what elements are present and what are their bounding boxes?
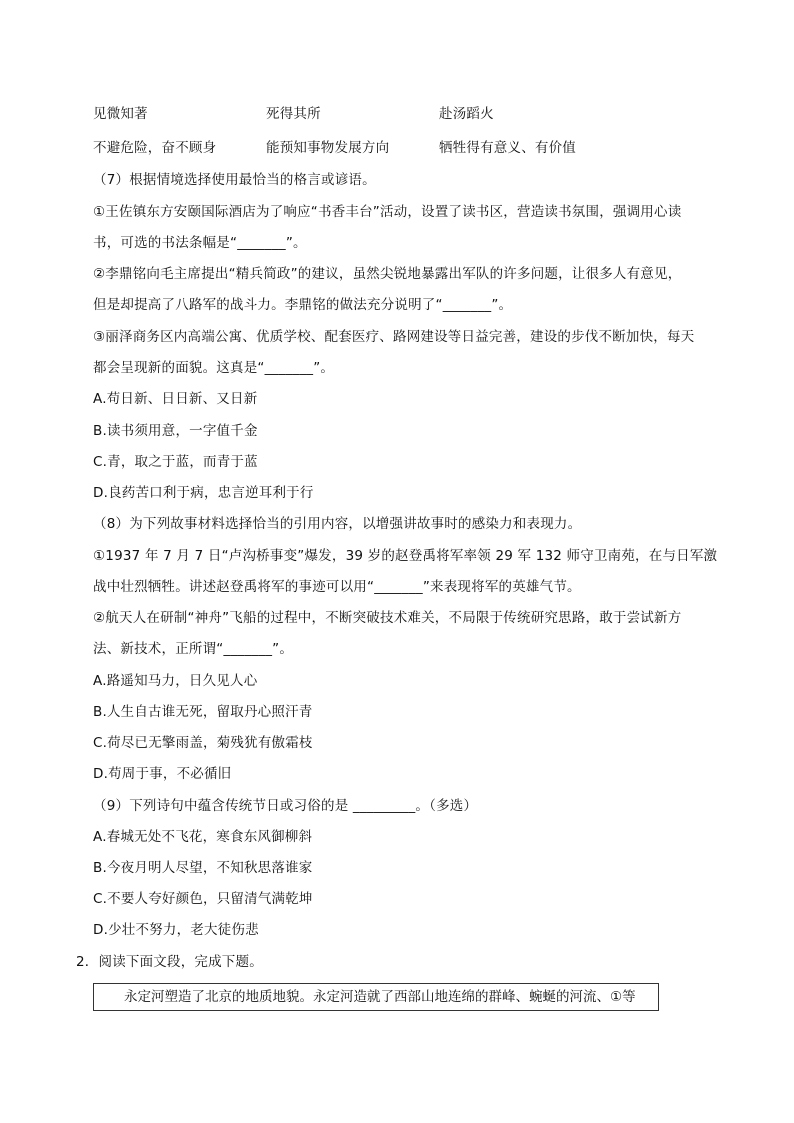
passage-text: 永定河塑造了北京的地质地貌。永定河造就了西部山地连绵的群峰、蜿蜒的河流、①等 bbox=[124, 989, 636, 1005]
q8-item1-line2: 战中壮烈牺牲。讲述赵登禹将军的事迹可以用“_______”来表现将军的英雄气节。 bbox=[93, 579, 581, 595]
q8-item2-line1: ②航天人在研制“神舟”飞船的过程中，不断突破技术难关，不局限于传统研究思路，敢于尝试新方 bbox=[93, 610, 682, 626]
q7-item1-line1: ①王佐镇东方安颐国际酒店为了响应“书香丰台”活动，设置了读书区，营造读书氛围，强调用心读 bbox=[93, 204, 682, 220]
q7-option-d: D.良药苦口利于病，忠言逆耳利于行 bbox=[93, 485, 314, 501]
q7-item3-line1: ③丽泽商务区内高端公寓、优质学校、配套医疗、路网建设等日益完善，建设的步伐不断加快，每天 bbox=[93, 329, 695, 345]
q7-stem: （7）根据情境选择使用最恰当的格言或谚语。 bbox=[93, 172, 376, 188]
word-cell: 见微知著 bbox=[93, 106, 148, 122]
q8-option-c: C.荷尽已无擎雨盖，菊残犹有傲霜枝 bbox=[93, 735, 313, 751]
q8-stem: （8）为下列故事材料选择恰当的引用内容，以增强讲故事时的感染力和表现力。 bbox=[93, 516, 582, 532]
meaning-cell: 能预知事物发展方向 bbox=[266, 140, 390, 156]
word-cell: 死得其所 bbox=[266, 106, 321, 122]
q8-option-a: A.路遥知马力，日久见人心 bbox=[93, 673, 258, 689]
q7-option-a: A.苟日新、日日新、又日新 bbox=[93, 391, 258, 407]
q7-item3-line2: 都会呈现新的面貌。这真是“_______”。 bbox=[93, 360, 335, 376]
q8-item1-line1: ①1937 年 7 月 7 日“卢沟桥事变”爆发，39 岁的赵登禹将军率领 29 军 132 师守卫南苑，在与日军激 bbox=[93, 548, 718, 564]
meaning-cell: 牺牲得有意义、有价值 bbox=[439, 140, 576, 156]
q2-stem: 2．阅读下面文段，完成下题。 bbox=[76, 954, 263, 970]
q9-stem: （9）下列诗句中蕴含传统节日或习俗的是 _________。（多选） bbox=[93, 798, 478, 814]
q7-item2-line2: 但是却提高了八路军的战斗力。李鼎铭的做法充分说明了“_______”。 bbox=[93, 297, 513, 313]
q8-item2-line2: 法、新技术，正所谓“_______”。 bbox=[93, 641, 294, 657]
q8-option-b: B.人生自古谁无死，留取丹心照汗青 bbox=[93, 704, 313, 720]
q9-option-a: A.春城无处不飞花，寒食东风御柳斜 bbox=[93, 829, 313, 845]
word-cell: 赴汤蹈火 bbox=[439, 106, 494, 122]
q7-item1-line2: 书，可选的书法条幅是“_______”。 bbox=[93, 235, 307, 251]
q8-option-d: D.苟周于事，不必循旧 bbox=[93, 766, 232, 782]
passage-box bbox=[93, 983, 659, 1011]
meaning-cell: 不避危险，奋不顾身 bbox=[93, 140, 217, 156]
q7-item2-line1: ②李鼎铭向毛主席提出“精兵简政”的建议，虽然尖锐地暴露出军队的许多问题，让很多人有意见， bbox=[93, 266, 682, 282]
q9-option-b: B.今夜月明人尽望，不知秋思落谁家 bbox=[93, 860, 313, 876]
q7-option-c: C.青，取之于蓝，而青于蓝 bbox=[93, 454, 258, 470]
q9-option-d: D.少壮不努力，老大徒伤悲 bbox=[93, 922, 259, 938]
q9-option-c: C.不要人夸好颜色，只留清气满乾坤 bbox=[93, 891, 313, 907]
q7-option-b: B.读书须用意，一字值千金 bbox=[93, 423, 258, 439]
